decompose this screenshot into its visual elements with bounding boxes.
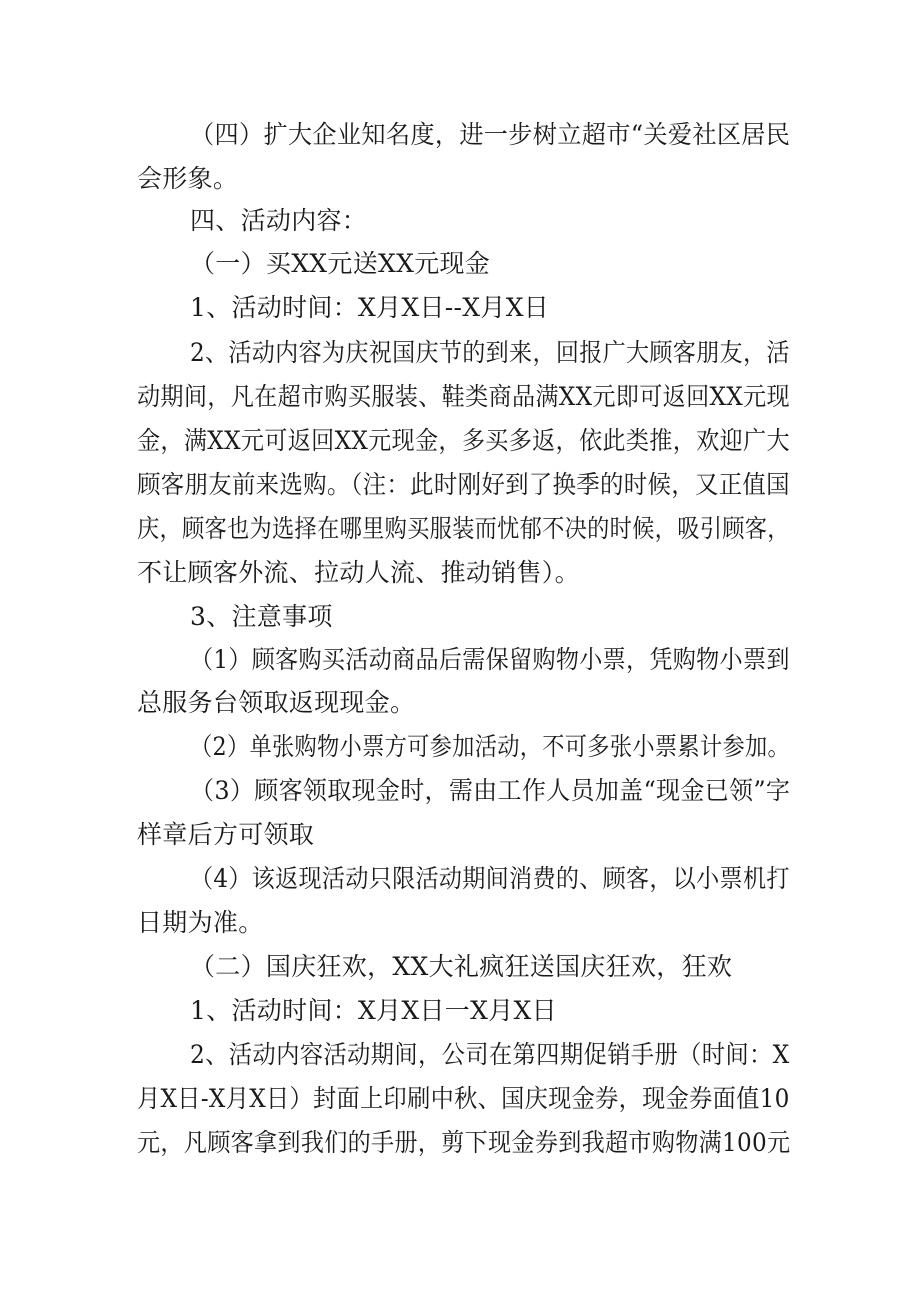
text-line-14: 总服务台领取返现现金。 [137, 688, 416, 717]
text-line-4: （一）买XX元送XX元现金 [190, 249, 491, 278]
text-line-2: 会形象。 [137, 164, 239, 193]
text-line-18: （4）该返现活动只限活动期间消费的、顾客，以小票机打 [190, 864, 790, 893]
text-line-6: 2、活动内容为庆祝国庆节的到来，回报广大顾客朋友，活 [190, 338, 790, 367]
text-line-11: 不让顾客外流、拉动人流、推动销售）。 [137, 558, 580, 587]
text-line-1: （四）扩大企业知名度，进一步树立超市“关爱社区居民 [190, 120, 791, 149]
text-line-15: （2）单张购物小票方可参加活动，不可多张小票累计参加。 [190, 732, 791, 761]
text-line-3: 四、活动内容： [190, 206, 368, 235]
text-line-23: 月X日-X月X日）封面上印刷中秋、国庆现金券，现金券面值10 [137, 1084, 790, 1113]
text-line-7: 动期间，凡在超市购买服装、鞋类商品满XX元即可返回XX元现 [137, 382, 790, 411]
text-line-21: 1、活动时间：X月X日一X月X日 [190, 996, 557, 1025]
text-line-12: 3、注意事项 [190, 602, 333, 631]
text-line-5: 1、活动时间：X月X日--X月X日 [190, 293, 550, 322]
text-line-8: 金，满XX元可返回XX元现金，多买多返，依此类推，欢迎广大 [137, 426, 790, 455]
text-line-13: （1）顾客购买活动商品后需保留购物小票，凭购物小票到 [190, 645, 790, 674]
text-line-9: 顾客朋友前来选购。（注：此时刚好到了换季的时候，又正值国 [137, 470, 790, 499]
text-line-10: 庆，顾客也为选择在哪里购买服装而忧郁不决的时候，吸引顾客， [137, 514, 790, 543]
text-line-19: 日期为准。 [137, 908, 264, 937]
text-line-22: 2、活动内容活动期间，公司在第四期促销手册（时间：X [190, 1040, 790, 1069]
text-line-16: （3）顾客领取现金时，需由工作人员加盖“现金已领”字 [190, 776, 791, 805]
text-line-20: （二）国庆狂欢，XX大礼疯狂送国庆狂欢，狂欢 [190, 952, 733, 981]
text-line-24: 元，凡顾客拿到我们的手册，剪下现金券到我超市购物满100元 [137, 1128, 791, 1157]
text-line-17: 样章后方可领取 [137, 820, 315, 849]
